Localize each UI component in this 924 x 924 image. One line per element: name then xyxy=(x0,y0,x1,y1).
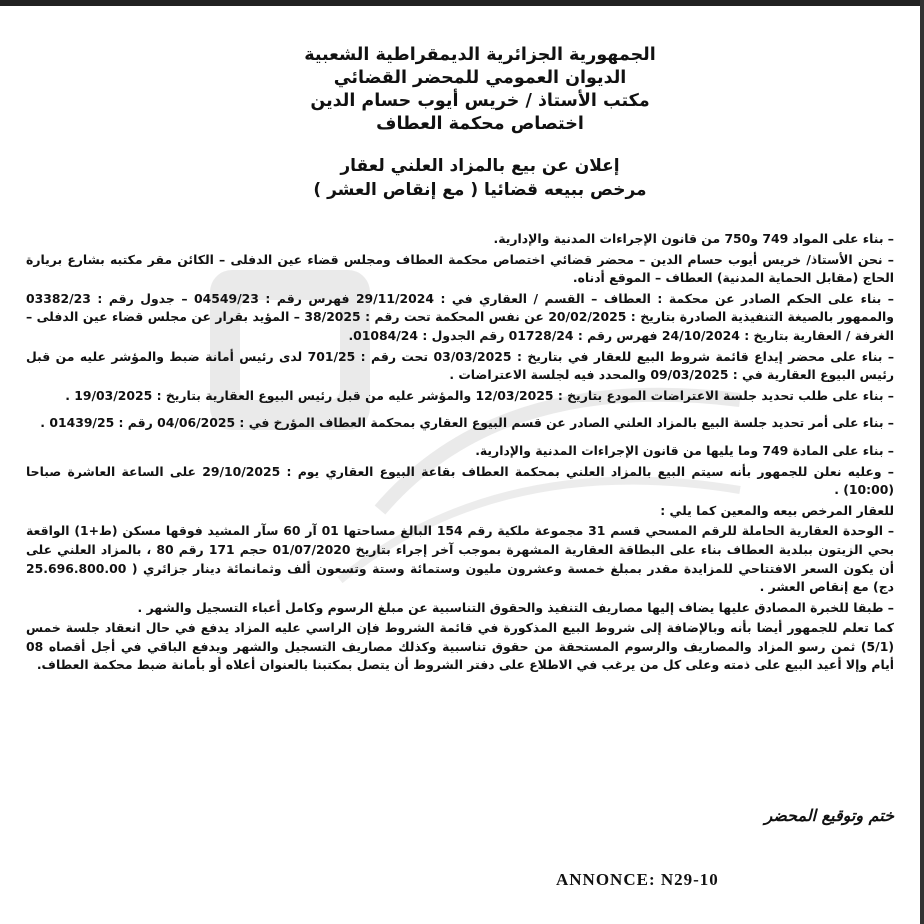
paragraph-deposit: – بناء على محضر إيداع قائمة شروط البيع للعقار في بتاريخ : 03/03/2025 تحت رقم : 701/25 لدى رئيس أمانة ضبط والمؤشر عليه من قبل رئيس البيوع العقارية في : 09/03/2025 والمحدد فيه لجلسة الاعتراضات . xyxy=(26,348,895,383)
notice-body xyxy=(26,230,894,677)
right-border xyxy=(920,0,924,924)
paragraph-property-details: – الوحدة العقارية الحاملة للرقم المسحي قسم 31 مجموعة ملكية رقم 154 البالغ مساحتها 01 آر 60 سآر المشيد فوقها مسكن (ط+1) الواقعة بحي الزيتون ببلدية العطاف بناء على البطاقة العقارية المشهرة بموجب آخر إجراء بتاريخ 01/07/2020 حجم 171 رقم 80 ، بالمزاد العلني على أن يكون السعر الافتتاحي للمزايدة مقدر بمبلغ خمسة وعشرون مليون وستمائة وستة وتسعون ألف وثمانمائة دينار جزائري ( 25.696.800.00 دج) مع إنقاص العشر . xyxy=(26,523,895,595)
paragraph-sale-order: – بناء على أمر تحديد جلسة البيع بالمزاد العلني الصادر عن قسم البيوع العقاري بمحكمة العطاف المؤرخ في : 04/06/2025 رقم : 01439/25 . xyxy=(40,415,894,431)
bailiff-office: مكتب الأستاذ / خريس أيوب حسام الدين xyxy=(310,91,650,111)
paragraph-payment-terms: كما تعلم للجمهور أيضا بأنه وبالإضافة إلى شروط البيع المذكورة في قائمة الشروط فإن الراسي عليه المزاد يدفع في حال انعقاد جلسة خمس (5/1) ثمن رسو المزاد والمصاريف والرسوم المستحقة من حقوق تناسبية وكذلك مصاريف التسجيل والشهر ويدفع الباقي في أجل أقصاه 08 أيام وإلا أعيد البيع على ذمته وعلى كل من يرغب في الاطلاع على دفتر الشروط أن يتصل بمكتبنا بالعنوان أعلاه أو بأمانة ضبط محكمة العطاف. xyxy=(26,620,894,673)
bailiff-signature-line: ختم وتوقيع المحضر xyxy=(764,806,894,825)
paragraph-property-intro: للعقار المرخص بيعه والمعين كما يلي : xyxy=(660,502,894,518)
paragraph-article: – بناء على المادة 749 وما يليها من قانون الإجراءات المدنية والإدارية. xyxy=(475,442,894,458)
notice-header xyxy=(200,44,760,136)
republic-title: الجمهورية الجزائرية الديمقراطية الشعبية xyxy=(304,45,656,65)
top-border xyxy=(0,0,924,6)
court-jurisdiction: اختصاص محكمة العطاف xyxy=(376,114,584,134)
paragraph-judgment: – بناء على الحكم الصادر عن محكمة : العطاف – القسم / العقاري في : 29/11/2024 فهرس رقم : 04549/23 – جدول رقم : 03382/23 والممهور بالصيغة التنفيذية الصادرة بتاريخ : 20/02/2025 عن نفس المحكمة تحت رقم : 38/2025 – المؤيد بقرار عن مجلس قضاء عين الدفلى – الغرفة / العقارية بتاريخ : 24/10/2024 فهرس رقم : 01728/24 رقم الجدول : 01084/24. xyxy=(26,290,894,343)
paragraph-announcement: – وعليه نعلن للجمهور بأنه سيتم البيع بالمزاد العلني بمحكمة العطاف بقاعة البيوع العقاري يوم : 29/10/2025 على الساعة العاشرة صباحا (10:00) . xyxy=(26,463,894,498)
notice-title-line-1: إعلان عن بيع بالمزاد العلني لعقار xyxy=(340,156,620,176)
paragraph-legal-basis: – بناء على المواد 749 و750 من قانون الإجراءات المدنية والإدارية. xyxy=(493,231,894,246)
paragraph-objections: – بناء على طلب تحديد جلسة الاعتراضات المودع بتاريخ : 12/03/2025 والمؤشر عليه من قبل رئيس البيوع العقارية بتاريخ : 19/03/2025 . xyxy=(65,387,894,403)
paragraph-fees: – طبقا للخبرة المصادق عليها يضاف إليها مصاريف التنفيذ والحقوق التناسبية عن مبلغ الرسوم وكامل أعباء التسجيل والشهر . xyxy=(137,599,894,615)
office-title: الديوان العمومي للمحضر القضائي xyxy=(333,68,627,88)
annonce-number: ANNONCE: N29-10 xyxy=(556,870,719,889)
paragraph-bailiff: – نحن الأستاذ/ خريس أيوب حسام الدين – محضر قضائي اختصاص محكمة العطاف ومجلس قضاء عين الدفلى – الكائن مقر مكتبه بشارع بريارة الحاج (مقابل الحماية المدنية) العطاف – الموقع أدناه. xyxy=(26,251,894,286)
notice-title-line-2: مرخص ببيعه قضائيا ( مع إنقاص العشر ) xyxy=(313,180,647,200)
notice-title xyxy=(180,154,780,202)
